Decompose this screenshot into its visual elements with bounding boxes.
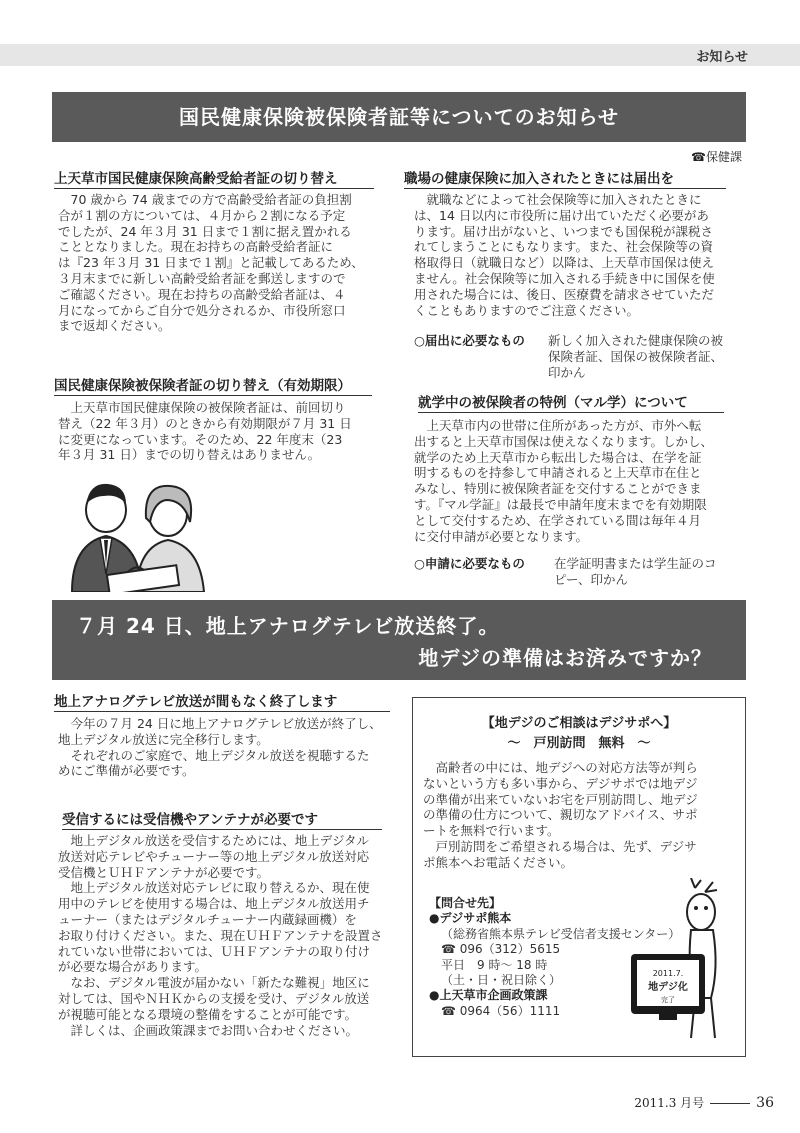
tv-text-date: 2011.7. — [652, 969, 684, 978]
box-body: 高齢者の中には、地デジへの対応方法等が判ら ないという方も多い事から、デジサポでは地デジ の準備が出来ていないお宅を戸別訪問し、地デジ の準備の仕方について、親切なアドバイス、サポ ートを無料で行います。 戸別訪問をご希望される場合は、先ず、デジサ ポ熊本へお電話ください。 — [423, 760, 698, 870]
contact-title: 【問合せ先】 — [429, 896, 502, 910]
workplace-insurance-heading: 職場の健康保険に加入されたときには届出を — [404, 167, 726, 189]
student-special-body: 上天草市内の世帯に住所があった方が、市外へ転 出すると上天草市国保は使えなくなります。しかし、 就学のため上天草市から転出した場合は、在学を証 明するものを持参して申請されると上天草市在住と みなし、特別に被保険者証を交付することができま す。『マル学証』は最長で申請年度末までを有効期限 として交付するため、在学されている間は毎年４月 に交付申請が必要となります。 — [414, 418, 714, 544]
deer-mascot-illustration — [625, 878, 741, 1050]
elderly-cert-heading: 上天草市国民健康保険高齢受給者証の切り替え — [54, 167, 374, 189]
tv-text-done: 完了 — [661, 996, 675, 1004]
insurance-cert-heading: 国民健康保険被保険者証の切り替え（有効期限） — [54, 374, 372, 396]
contact1-closed: （土・日・祝日除く） — [441, 973, 562, 988]
page-number: 36 — [756, 1095, 774, 1111]
contact1-hours: 平日 9 時～ 18 時 — [441, 957, 548, 972]
required-label: ○申請に必要なもの — [414, 556, 525, 571]
article1-title: 国民健康保険被保険者証等についてのお知らせ — [52, 92, 746, 142]
box-subtitle: ～ 戸別訪問 無料 ～ — [507, 736, 651, 751]
issue-label: 2011.3 月号 — [634, 1096, 705, 1110]
workplace-insurance-body: 就職などによって社会保険等に加入されたときに は、14 日以内に市役所に届け出ていただく必要があ ります。届け出がないと、いつまでも国保税が課税さ れてしまうことにもなります。また、社会保険等の資 格取得日（就職日など）以降は、上天草市国保は使え ません。社会保険等に加入される手続き中に国保を使 用された場合には、後日、医療費を請求させていただ くこともありますのでご注意ください。 — [414, 192, 715, 318]
analog-end-heading: 地上アナログテレビ放送が間もなく終了します — [54, 690, 390, 712]
page-footer — [634, 1094, 774, 1111]
student-special-heading: 就学中の被保険者の特例（マル学）について — [418, 391, 724, 413]
required-label: ○届出に必要なもの — [414, 333, 525, 348]
receiver-body: 地上デジタル放送を受信するためには、地上デジタル 放送対応テレビやチューナー等の地上デジタル放送対応 受信機とＵＨＦアンテナが必要です。 地上デジタル放送対応テレビに取り替えるか、現在使 用中のテレビを使用する場合は、地上デジタル放送用チ ューナー（またはデジタルチューナー内蔵録画機）を お取り付けください。また、現在ＵＨＦアンテナを設置さ れていない世帯においては、ＵＨＦアンテナの取り付け が必要な場合があります。 なお、デジタル電波が届かない「新たな難視」地区に 対しては、国やＮＨＫからの支援を受け、デジタル放送 が視聴可能となる環境の整備をすることが可能です。 詳しくは、企画政策課までお問い合わせください。 — [58, 833, 383, 1038]
article2-title-line1: ７月 24 日、地上アナログテレビ放送終了。 — [76, 614, 500, 638]
digisupport-box — [412, 697, 746, 1057]
consultation-illustration — [58, 474, 218, 592]
workplace-required-items: ○届出に必要なもの 新しく加入された健康保険の被 保険者証、国保の被保険者証、 印かん — [414, 333, 724, 380]
contact2-tel: ☎ 0964（56）1111 — [441, 1003, 561, 1018]
receiver-heading: 受信するには受信機やアンテナが必要です — [62, 808, 382, 830]
student-required-items: ○申請に必要なもの 在学証明書または学生証のコ ピー、印かん — [414, 556, 717, 587]
contact1-tel: ☎ 096（312）5615 — [441, 942, 561, 957]
box-title: 【地デジのご相談はデジサポへ】 — [481, 716, 677, 731]
insurance-cert-body: 上天草市国民健康保険の被保険者証は、前回切り 替え（22 年３月）のときから有効期限が７月 31 日 に変更になっています。そのため、22 年度末（23 年３月 31 日）までの切り替えはありません。 — [58, 400, 352, 463]
elderly-cert-body: 70 歳から 74 歳までの方で高齢受給者証の負担割 合が１割の方については、４月から２割になる予定 でしたが、24 年３月 31 日まで１割に据え置かれる こととなりました。現在お持ちの高齢受給者証に は『23 年３月 31 日まで１割』と記載してあるため、 ３月末までに新しい高齢受給者証を郵送しますので ご確認ください。現在お持ちの高齢受給者証は、４ 月になってからご自分で処分されるか、市役所窓口 まで返却ください。 — [58, 192, 364, 334]
article1-dept: ☎保健課 — [691, 150, 742, 164]
article2-title-line2: 地デジの準備はお済みですか？ — [418, 646, 712, 670]
article2-title — [52, 600, 746, 680]
contact1-org: （総務省熊本県テレビ受信者支援センター） — [441, 926, 681, 941]
footer-rule — [710, 1103, 750, 1104]
top-bar — [0, 44, 800, 66]
analog-end-body: 今年の７月 24 日に地上アナログテレビ放送が終了し、 地上デジタル放送に完全移行します。 それぞれのご家庭で、地上デジタル放送を視聴するた めにご準備が必要です。 — [58, 716, 382, 779]
tv-text-main: 地デジ化 — [648, 982, 688, 993]
section-label: お知らせ — [696, 50, 748, 65]
contact2-name: ●上天草市企画政策課 — [429, 988, 548, 1003]
contact1-name: ●デジサポ熊本 — [429, 911, 512, 926]
